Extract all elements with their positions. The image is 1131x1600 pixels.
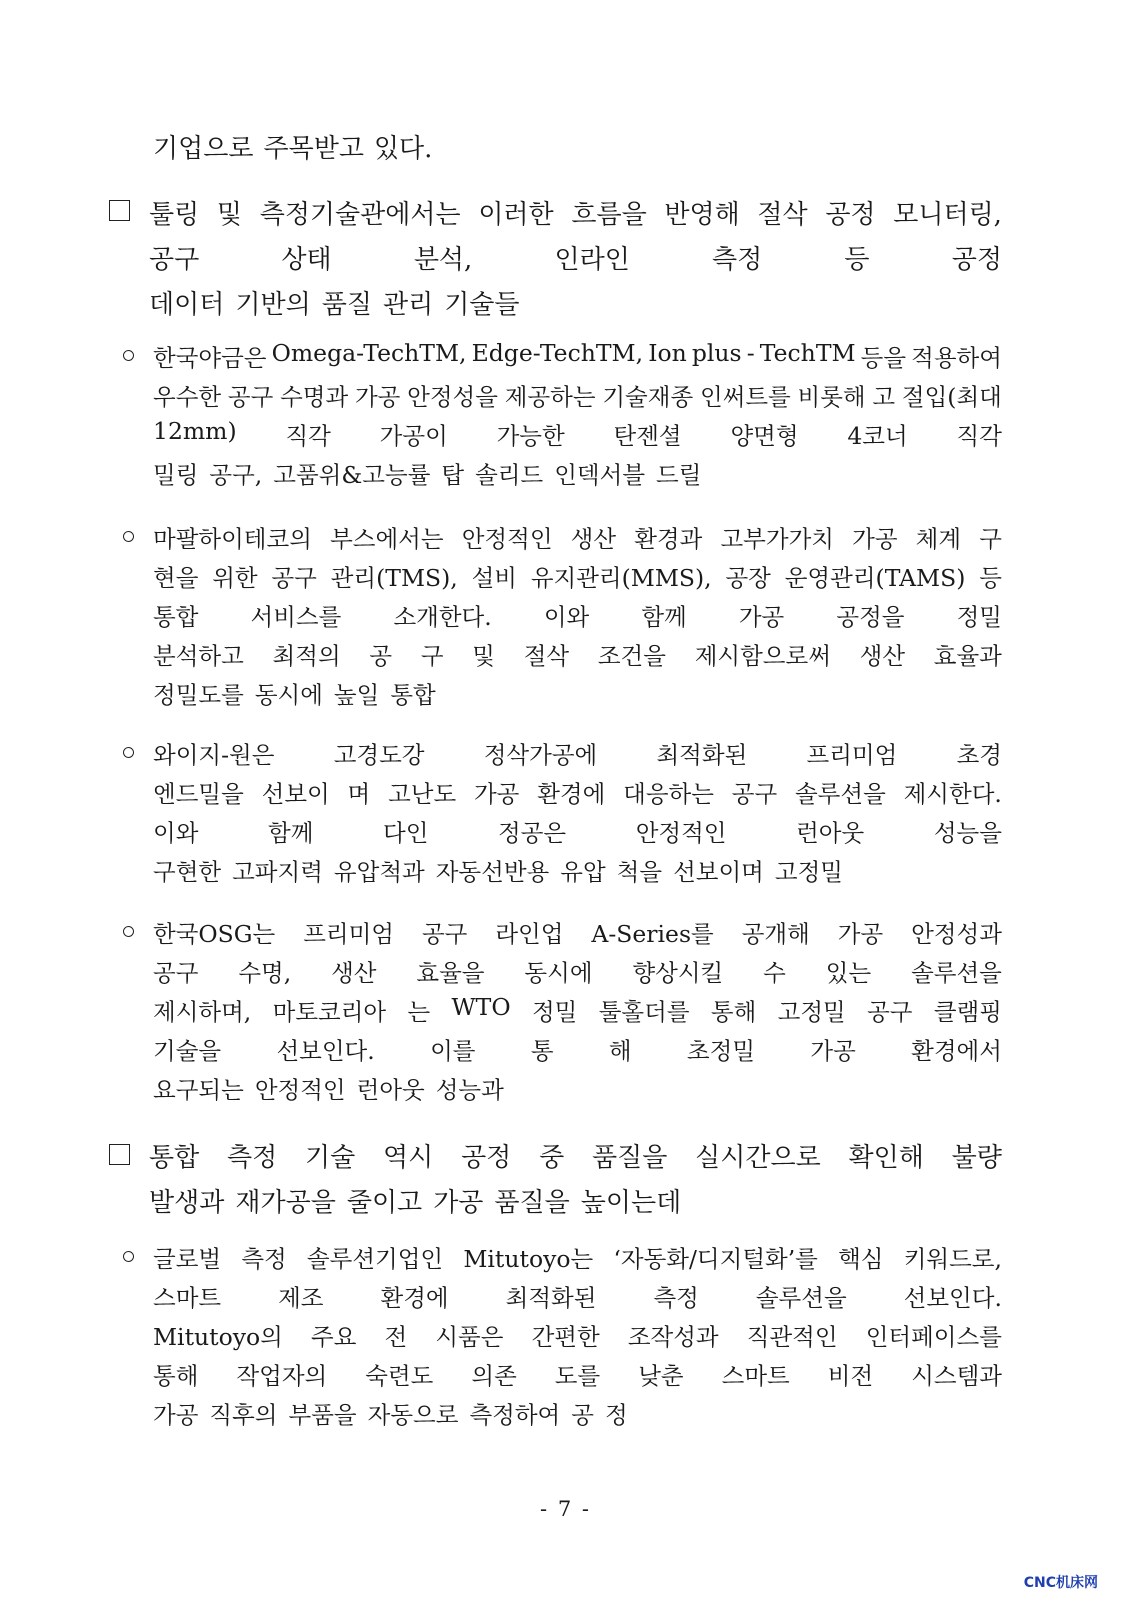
- continuation-text: 기업으로 주목받고 있다.: [153, 134, 433, 164]
- text-line: 엔드밀을 선보이 며 고난도 가공 환경에 대응하는 공구 솔루션을 제시한다.: [153, 780, 1002, 808]
- text-line: 현을 위한 공구 관리(TMS), 설비 유지관리(MMS), 공장 운영관리(TAMS) 등: [153, 564, 1002, 592]
- text-line: 가공 직후의 부품을 자동으로 측정하여 공 정: [153, 1401, 628, 1429]
- text-line: 12mm) 직각 가공이 가능한 탄젠셜 양면형 4코너 직각: [153, 417, 1002, 450]
- text-line: 이와 함께 다인 정공은 안정적인 런아웃 성능을: [153, 819, 1002, 847]
- text-line: 글로벌 측정 솔루션기업인 Mitutoyo는 ‘자동화/디지털화’를 핵심 키워드로,: [153, 1245, 1002, 1273]
- text-line: 밀링 공구, 고품위&고능률 탑 솔리드 인덱서블 드릴: [153, 461, 702, 489]
- text-line: 요구되는 안정적인 런아웃 성능과: [153, 1076, 504, 1104]
- text-line: 스마트 제조 환경에 최적화된 측정 솔루션을 선보인다.: [153, 1284, 1002, 1312]
- text-line: 우수한 공구 수명과 가공 안정성을 제공하는 기술재종 인써트를 비롯해 고 절입(최대: [153, 383, 1002, 411]
- bullet-circle-icon: [123, 926, 134, 937]
- page-number: - 7 -: [540, 1497, 591, 1521]
- text-line: Mitutoyo의 주요 전 시품은 간편한 조작성과 직관적인 인터페이스를: [153, 1323, 1002, 1351]
- watermark-logo: CNC机床网: [1023, 1575, 1098, 1591]
- text-line: 발생과 재가공을 줄이고 가공 품질을 높이는데: [149, 1188, 682, 1218]
- text-line: 구현한 고파지력 유압척과 자동선반용 유압 척을 선보이며 고정밀: [153, 858, 843, 886]
- checkbox-square-icon: [109, 1144, 130, 1165]
- text-line: 제시하며, 마토코리아 는 WTO 정밀 툴홀더를 통해 고정밀 공구 클램핑: [153, 993, 1002, 1026]
- bullet-circle-icon: [123, 747, 134, 758]
- text-line: 기술을 선보인다. 이를 통 해 초정밀 가공 환경에서: [153, 1037, 1002, 1065]
- text-line: 한국야금은 Omega-TechTM, Edge-TechTM, Ion plus - TechTM 등을 적용하여: [153, 339, 1002, 372]
- text-line: 분석하고 최적의 공 구 및 절삭 조건을 제시함으로써 생산 효율과: [153, 642, 1002, 670]
- text-line: 툴링 및 측정기술관에서는 이러한 흐름을 반영해 절삭 공정 모니터링,: [149, 200, 1002, 230]
- text-line: 한국OSG는 프리미엄 공구 라인업 A-Series를 공개해 가공 안정성과: [153, 920, 1002, 948]
- text-line: 마팔하이테코의 부스에서는 안정적인 생산 환경과 고부가가치 가공 체계 구: [153, 525, 1002, 553]
- text-line: 공구 수명, 생산 효율을 동시에 향상시킬 수 있는 솔루션을: [153, 959, 1002, 987]
- bullet-circle-icon: [123, 1251, 134, 1262]
- text-line: 통합 측정 기술 역시 공정 중 품질을 실시간으로 확인해 불량: [149, 1143, 1002, 1173]
- text-line: 데이터 기반의 품질 관리 기술들: [149, 290, 520, 320]
- bullet-circle-icon: [123, 350, 134, 361]
- checkbox-square-icon: [109, 200, 130, 221]
- bullet-circle-icon: [123, 531, 134, 542]
- text-line: 정밀도를 동시에 높일 통합: [153, 681, 436, 709]
- text-line: 통해 작업자의 숙련도 의존 도를 낮춘 스마트 비전 시스템과: [153, 1362, 1002, 1390]
- text-line: 통합 서비스를 소개한다. 이와 함께 가공 공정을 정밀: [153, 603, 1002, 631]
- text-line: 와이지-원은 고경도강 정삭가공에 최적화된 프리미엄 초경: [153, 741, 1002, 769]
- text-line: 공구 상태 분석, 인라인 측정 등 공정: [149, 245, 1002, 275]
